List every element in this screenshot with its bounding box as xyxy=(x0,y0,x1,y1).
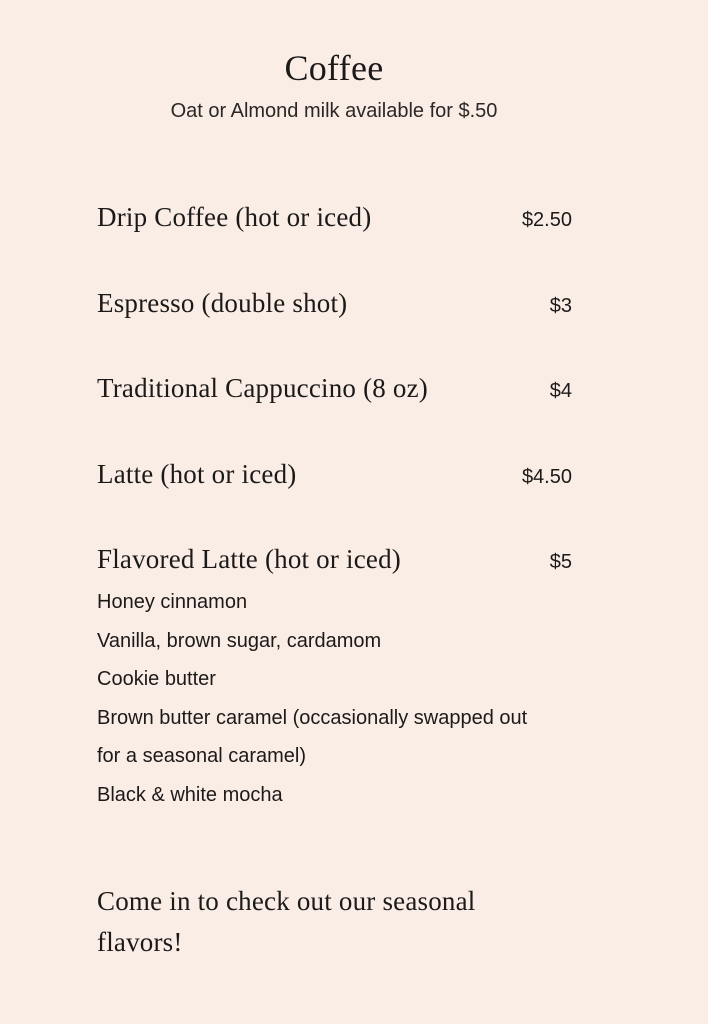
item-name: Latte (hot or iced) xyxy=(97,458,297,489)
menu-item-flavored-latte xyxy=(97,540,572,814)
menu-title: Coffee xyxy=(284,48,384,88)
menu-header xyxy=(0,44,668,124)
flavor-option: Cookie butter xyxy=(97,668,216,690)
item-name: Drip Coffee (hot or iced) xyxy=(97,202,372,232)
flavor-option: Vanilla, brown sugar, cardamom xyxy=(97,629,382,652)
menu-item-cappuccino xyxy=(97,369,572,455)
seasonal-flavors-note: Come in to check out our seasonal flavors! xyxy=(97,886,476,957)
menu-item-espresso xyxy=(97,284,572,370)
flavor-option: Brown butter caramel (occasionally swapped out for a seasonal caramel) xyxy=(97,706,528,767)
menu-item-drip-coffee xyxy=(97,198,572,284)
item-name: Espresso (double shot) xyxy=(97,287,348,318)
milk-option-note: Oat or Almond milk available for $.50 xyxy=(170,100,498,122)
flavor-list xyxy=(97,583,572,814)
item-price: $5 xyxy=(549,551,572,573)
item-price: $3 xyxy=(549,294,572,317)
menu-item-latte xyxy=(97,455,572,541)
item-price: $4.50 xyxy=(521,465,572,488)
flavor-option: Honey cinnamon xyxy=(97,591,248,613)
coffee-menu-list xyxy=(97,198,572,814)
item-price: $4 xyxy=(549,380,572,402)
flavor-option: Black & white mocha xyxy=(97,783,283,806)
item-name: Flavored Latte (hot or iced) xyxy=(97,544,401,574)
item-name: Traditional Cappuccino (8 oz) xyxy=(97,373,428,403)
item-price: $2.50 xyxy=(521,209,572,231)
